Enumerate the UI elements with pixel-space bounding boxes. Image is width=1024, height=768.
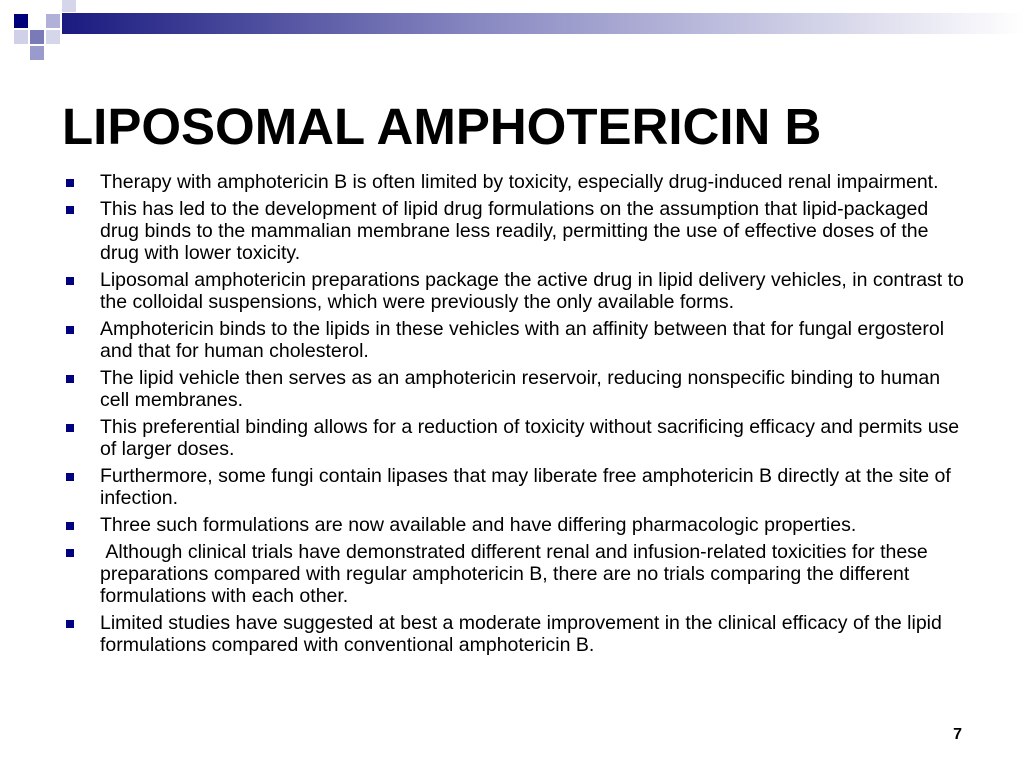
header-square [30, 46, 44, 60]
square-bullet-icon [66, 424, 74, 432]
bullet-text: Amphotericin binds to the lipids in these vehicles with an affinity between that for fungal ergosterol and that for human cholesterol. [100, 318, 950, 362]
header-square [46, 30, 60, 44]
square-bullet-icon [66, 620, 74, 628]
bullet-item [66, 612, 966, 656]
bullet-text: Limited studies have suggested at best a moderate improvement in the clinical efficacy of the lipid formulations compared with conventional amphotericin B. [100, 612, 948, 656]
bullet-text: The lipid vehicle then serves as an amphotericin reservoir, reducing nonspecific binding to human cell membranes. [100, 367, 946, 411]
square-bullet-icon [66, 206, 74, 214]
page-number: 7 [953, 726, 962, 743]
bullet-item [66, 171, 966, 193]
square-bullet-icon [66, 277, 74, 285]
bullet-text: This has led to the development of lipid drug formulations on the assumption that lipid-packaged drug binds to the mammalian membrane less readily, permitting the use of effective doses of the drug with lower toxicity. [100, 198, 934, 264]
header-square [46, 14, 60, 28]
bullet-item [66, 269, 970, 313]
bullet-text: Although clinical trials have demonstrated different renal and infusion-related toxicities for these preparations compared with regular amphotericin B, there are no trials comparing the different formulations with each other. [100, 541, 934, 607]
bullet-item [66, 198, 966, 264]
square-bullet-icon [66, 326, 74, 334]
bullet-text: Liposomal amphotericin preparations package the active drug in lipid delivery vehicles, in contrast to the colloidal suspensions, which were previously the only available forms. [100, 269, 970, 313]
square-bullet-icon [66, 179, 74, 187]
bullet-text: This preferential binding allows for a reduction of toxicity without sacrificing efficacy and permits use of larger doses. [100, 416, 965, 460]
square-bullet-icon [66, 522, 74, 530]
header-square [14, 30, 28, 44]
square-bullet-icon [66, 473, 74, 481]
bullet-item [66, 541, 966, 607]
header-square [30, 30, 44, 44]
header-gradient-band [62, 13, 1024, 34]
header-square [30, 14, 44, 28]
bullet-text: Therapy with amphotericin B is often limited by toxicity, especially drug-induced renal impairment. [100, 171, 939, 193]
slide-title: LIPOSOMAL AMPHOTERICIN B [62, 98, 822, 155]
bullet-text: Three such formulations are now available and have differing pharmacologic properties. [100, 514, 857, 536]
header-decoration [0, 0, 1024, 64]
bullet-item [66, 465, 966, 509]
bullet-list [66, 171, 970, 661]
header-square [14, 14, 28, 28]
bullet-item [66, 318, 966, 362]
bullet-item [66, 416, 966, 460]
bullet-item [66, 514, 966, 536]
bullet-text: Furthermore, some fungi contain lipases that may liberate free amphotericin B directly at the site of infection. [100, 465, 957, 509]
square-bullet-icon [66, 549, 74, 557]
header-square [62, 0, 76, 12]
bullet-item [66, 367, 966, 411]
square-bullet-icon [66, 375, 74, 383]
